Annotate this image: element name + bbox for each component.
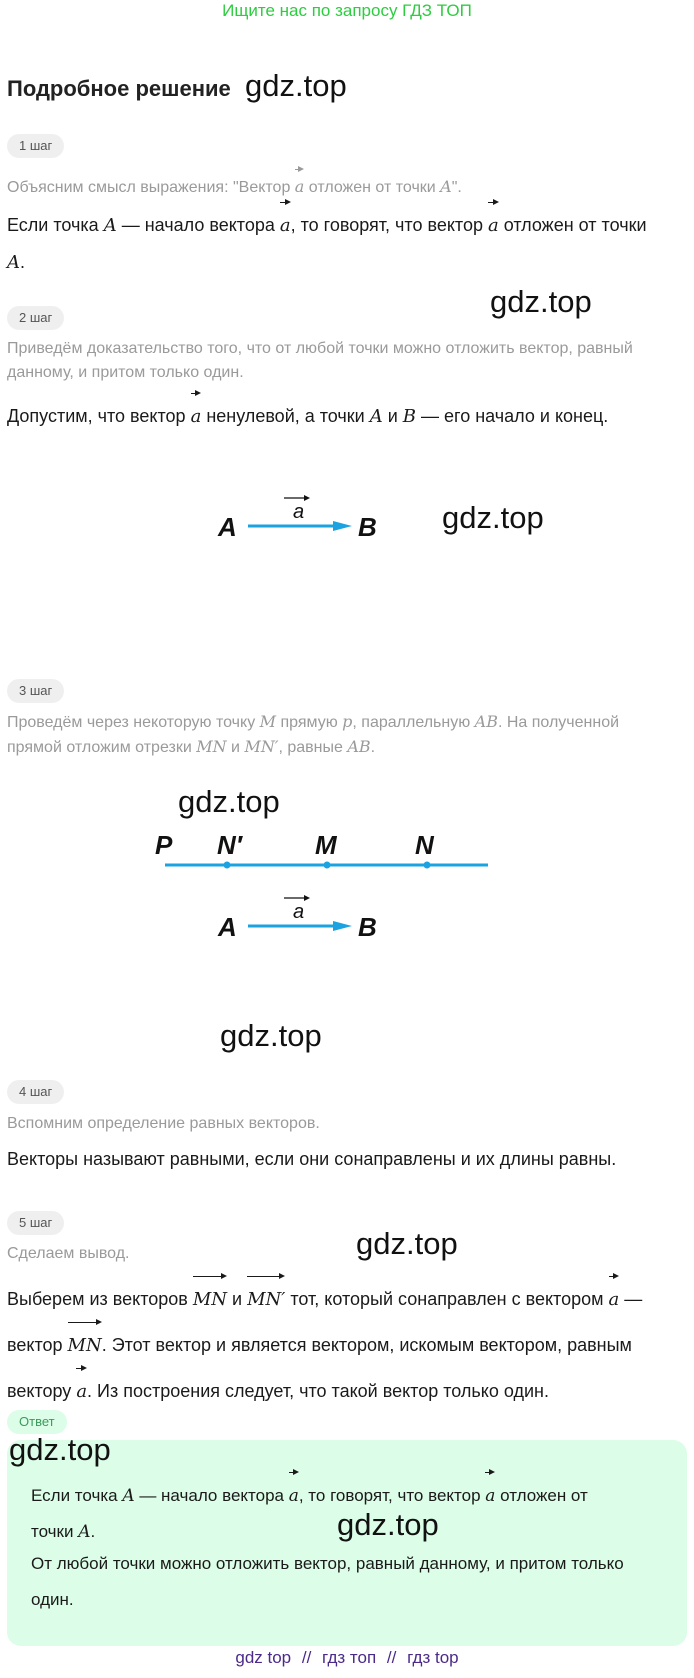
point-b-label: B bbox=[358, 912, 377, 942]
footer-link-2[interactable]: гдз топ bbox=[322, 1648, 377, 1667]
footer-separator: // bbox=[301, 1648, 312, 1667]
vector-a-arrowhead bbox=[333, 921, 352, 931]
watermark: gdz.top bbox=[490, 284, 592, 319]
footer-link-1[interactable]: gdz top bbox=[235, 1648, 292, 1667]
step-3-hint: Проведём через некоторую точку M прямую p, параллельную AB. На полученной прямой отложим отрезки MN и MN′, равные AB. bbox=[7, 712, 620, 756]
watermark: gdz.top bbox=[442, 500, 544, 535]
footer-link-3[interactable]: гдз top bbox=[407, 1648, 459, 1667]
point-b-label: B bbox=[358, 512, 377, 542]
search-banner: Ищите нас по запросу ГДЗ ТОП bbox=[222, 1, 472, 20]
watermark: gdz.top bbox=[220, 1018, 322, 1053]
watermark: gdz.top bbox=[356, 1226, 458, 1261]
line-p-label: P bbox=[155, 830, 173, 860]
step-4-hint: Вспомним определение равных векторов. bbox=[7, 1115, 320, 1132]
footer-links bbox=[0, 1648, 694, 1668]
point-a-label: A bbox=[218, 512, 237, 542]
point-n-prime bbox=[224, 862, 231, 869]
step-badge-4: 4 шаг bbox=[7, 1080, 64, 1104]
point-a-label: A bbox=[218, 912, 237, 942]
answer-para-1: Если точка A — начало вектора a, то говорят, что вектор a отложен от точки A. bbox=[31, 1468, 671, 1550]
step-5-hint: Сделаем вывод. bbox=[7, 1245, 130, 1262]
point-m-label: M bbox=[315, 830, 337, 860]
vector-a-label: a bbox=[293, 501, 305, 523]
point-m bbox=[324, 862, 331, 869]
vector-figure-1 bbox=[200, 490, 400, 550]
point-n-label: N bbox=[415, 830, 434, 860]
step-badge-2: 2 шаг bbox=[7, 306, 64, 330]
step-2-text: Допустим, что вектор a ненулевой, а точки A и B — его начало и конец. bbox=[7, 389, 687, 435]
step-4-text: Векторы называют равными, если они сонаправлены и их длины равны. bbox=[7, 1149, 617, 1169]
watermark: gdz.top bbox=[9, 1432, 111, 1467]
step-badge-5: 5 шаг bbox=[7, 1211, 64, 1235]
watermark: gdz.top bbox=[337, 1507, 439, 1542]
step-1-hint: Объясним смысл выражения: "Вектор a отложен от точки A". bbox=[7, 165, 657, 200]
answer-para-2: От любой точки можно отложить вектор, равный данному, и притом только один. bbox=[31, 1554, 624, 1609]
vector-a-label: a bbox=[293, 901, 305, 923]
watermark: gdz.top bbox=[245, 68, 347, 103]
step-badge-3: 3 шаг bbox=[7, 679, 64, 703]
construction-figure bbox=[145, 820, 505, 950]
answer-badge: Ответ bbox=[7, 1410, 67, 1434]
step-5-text: Выберем из векторов MN и MN′ тот, который сонаправлен с вектором a — вектор MN. Этот вектор и является вектором, искомым вектором, равным вектору a. Из построения следует, что такой вектор только один. bbox=[7, 1272, 687, 1410]
step-2-hint: Приведём доказательство того, что от любой точки можно отложить вектор, равный данному, и притом только один. bbox=[7, 340, 633, 381]
step-1-text: Если точка A — начало вектора a, то говорят, что вектор a отложен от точки A. bbox=[7, 198, 687, 281]
point-n-prime-label: N′ bbox=[217, 830, 243, 860]
page-title: Подробное решение bbox=[7, 76, 231, 101]
step-badge-1: 1 шаг bbox=[7, 134, 64, 158]
watermark: gdz.top bbox=[178, 784, 280, 819]
point-n bbox=[424, 862, 431, 869]
vector-a-arrowhead bbox=[333, 521, 352, 531]
footer-separator: // bbox=[386, 1648, 397, 1667]
